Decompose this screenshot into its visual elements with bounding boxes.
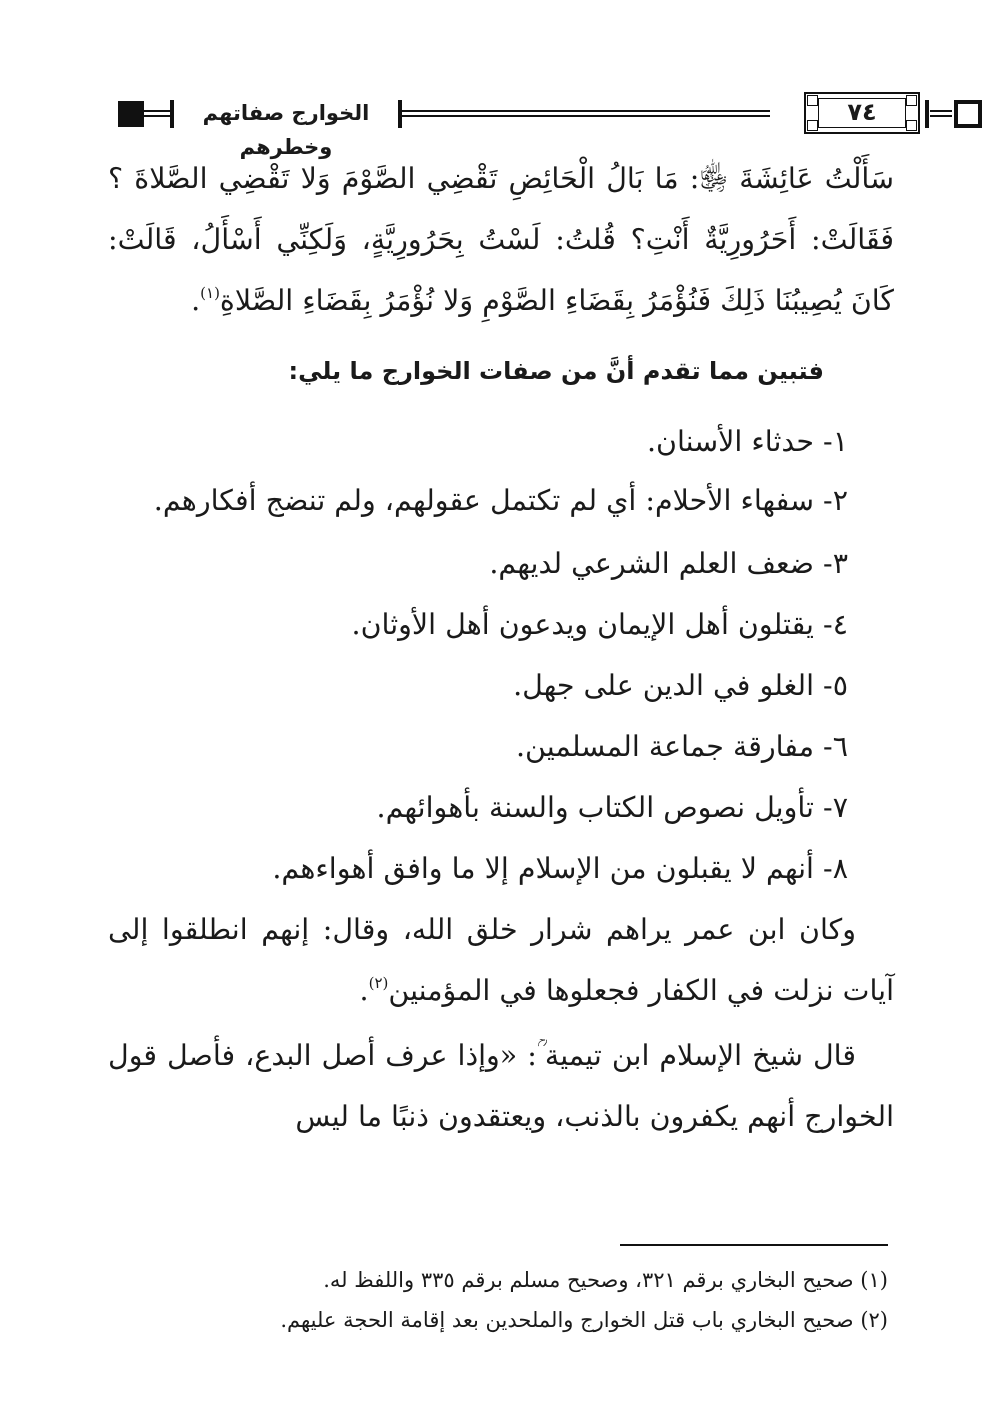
header-rule: [402, 110, 770, 117]
page-number: ٧٤: [847, 98, 877, 126]
list-item: [108, 716, 894, 777]
footnote: (١) صحيح البخاري برقم ٣٢١، وصحيح مسلم برقم ٣٣٥ واللفظ له.: [323, 1268, 888, 1292]
ibn-taymiyyah-paragraph: قال شيخ الإسلام ابن تيمية ؒ: «وإذا عرف أصل البدع، فأصل قول الخوارج أنهم يكفرون بالذنب، ويعتقدون ذنبًا ما ليس: [108, 1039, 894, 1133]
footnote-separator: [620, 1244, 888, 1246]
list-item: [108, 594, 894, 655]
list-item-number: ٨-: [823, 852, 848, 885]
list-item-number: ٣-: [823, 547, 848, 580]
frame-corner-ornament: [807, 120, 818, 131]
list-item: [108, 472, 894, 533]
header-rule: [930, 110, 952, 117]
attributes-list: [108, 411, 894, 899]
list-item-text: حدثاء الأسنان.: [647, 425, 814, 458]
ibn-umar-text: وكان ابن عمر يراهم شرار خلق الله، وقال: إنهم انطلقوا إلى آيات نزلت في الكفار فجعلوها في المؤمنين: [108, 913, 894, 1007]
frame-corner-ornament: [807, 95, 818, 106]
list-item-text: ضعف العلم الشرعي لديهم.: [489, 547, 814, 580]
ibn-umar-paragraph: [108, 899, 894, 1021]
header-rule: [142, 110, 170, 117]
header-bar: [170, 100, 174, 128]
page-body: [108, 148, 894, 1147]
hadith-text: سَأَلْتُ عَائِشَةَ ﵂: مَا بَالُ الْحَائِضِ تَقْضِي الصَّوْمَ وَلا تَقْضِي الصَّلاةَ ؟ فَقَالَتْ: أَحَرُورِيَّةٌ أَنْتِ؟ قُلتُ: لَسْتُ بِحَرُورِيَّةٍ، وَلَكِنِّي أَسْأَلُ، قَالَتْ: كَانَ يُصِيبُنَا ذَلِكَ فَنُؤْمَرُ بِقَضَاءِ الصَّوْمِ وَلا نُؤْمَرُ بِقَضَاءِ الصَّلاةِ: [108, 162, 894, 317]
list-item: [108, 838, 894, 899]
footnote-reference[interactable]: (٢): [368, 974, 389, 992]
attributes-heading: فتبين مما تقدم أنَّ من صفات الخوارج ما يلي:: [288, 357, 824, 385]
header-title: الخوارج صفاتهم وخطرهم: [202, 101, 370, 159]
list-item-text: سفهاء الأحلام: أي لم تكتمل عقولهم، ولم تنضج أفكارهم.: [153, 484, 814, 517]
running-header: [112, 92, 892, 159]
footnote: (٢) صحيح البخاري باب قتل الخوارج والملحدين بعد إقامة الحجة عليهم.: [280, 1308, 888, 1332]
frame-corner-ornament: [906, 95, 917, 106]
hadith-paragraph: [108, 148, 894, 331]
list-item-text: يقتلون أهل الإيمان ويدعون أهل الأوثان.: [351, 608, 814, 641]
list-item-text: أنهم لا يقبلون من الإسلام إلا ما وافق أهواءهم.: [272, 852, 814, 885]
list-item-number: ٢-: [823, 484, 848, 517]
list-item-number: ٦-: [823, 730, 848, 763]
header-bar: [925, 100, 929, 128]
list-item: [108, 777, 894, 838]
list-item-text: تأويل نصوص الكتاب والسنة بأهوائهم.: [376, 791, 814, 824]
page-number-frame: [804, 92, 920, 134]
list-item-number: ٤-: [823, 608, 848, 641]
list-item: [108, 533, 894, 594]
header-end-ornament-left: [118, 101, 144, 127]
list-item-number: ٥-: [823, 669, 848, 702]
header-end-ornament-right: [954, 100, 982, 128]
hadith-end: .: [191, 284, 201, 317]
footnotes: [108, 1260, 894, 1340]
frame-corner-ornament: [906, 120, 917, 131]
list-item: [108, 655, 894, 716]
list-item-text: الغلو في الدين على جهل.: [513, 669, 814, 702]
list-item: [108, 411, 894, 472]
footnote-reference[interactable]: (١): [200, 284, 220, 302]
list-item-text: مفارقة جماعة المسلمين.: [516, 730, 814, 763]
list-item-number: ١-: [823, 425, 848, 458]
ibn-umar-end: .: [359, 974, 369, 1007]
list-item-number: ٧-: [823, 791, 848, 824]
